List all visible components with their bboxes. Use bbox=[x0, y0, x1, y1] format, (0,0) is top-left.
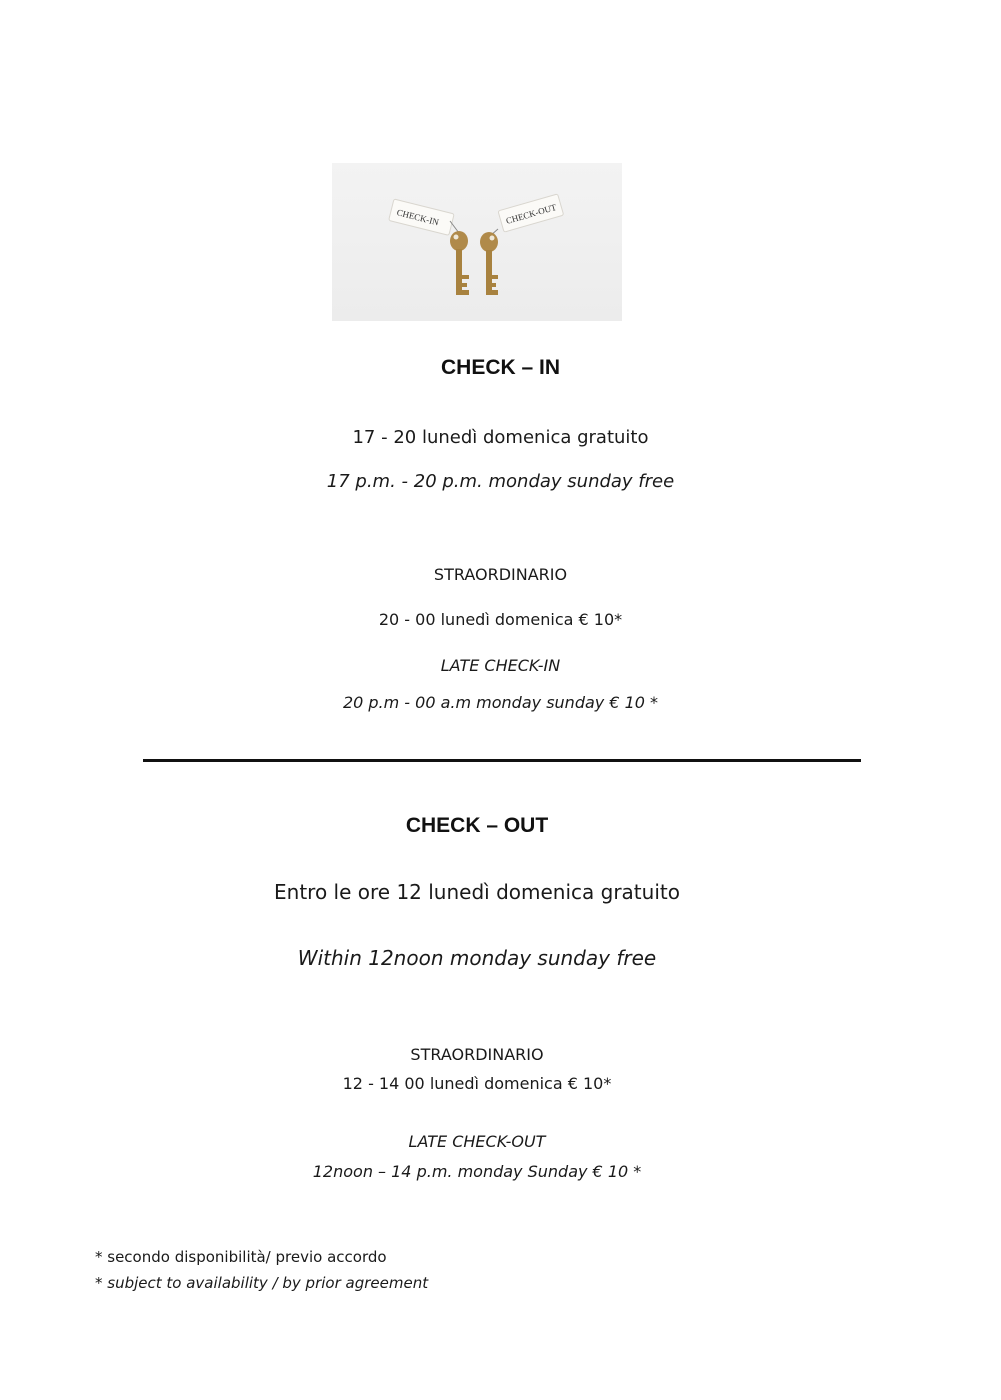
checkin-extra-it: 20 - 00 lunedì domenica € 10* bbox=[378, 610, 623, 629]
checkin-late-label: LATE CHECK-IN bbox=[440, 656, 561, 675]
checkin-extra-label: STRAORDINARIO bbox=[433, 565, 568, 584]
keys-photo bbox=[332, 163, 622, 321]
footnote-it: * secondo disponibilità/ previo accordo bbox=[95, 1248, 387, 1266]
footnote-en: * subject to availability / by prior agreement bbox=[95, 1274, 429, 1292]
right-key bbox=[480, 232, 498, 295]
checkout-extra-it: 12 - 14 00 lunedì domenica € 10* bbox=[342, 1074, 612, 1093]
left-key bbox=[450, 231, 469, 295]
tag-left-text: CHECK-IN bbox=[395, 207, 440, 228]
checkout-line-it: Entro le ore 12 lunedì domenica gratuito bbox=[274, 880, 680, 904]
keys-illustration bbox=[332, 163, 622, 321]
checkin-late-en: 20 p.m - 00 a.m monday sunday € 10 * bbox=[342, 693, 659, 712]
checkout-late-en: 12noon – 14 p.m. monday Sunday € 10 * bbox=[312, 1162, 642, 1181]
checkout-extra-label: STRAORDINARIO bbox=[410, 1045, 544, 1064]
tag-right-text: CHECK-OUT bbox=[504, 202, 558, 226]
section-divider bbox=[143, 759, 861, 762]
checkin-title: CHECK – IN bbox=[440, 356, 561, 379]
checkout-title: CHECK – OUT bbox=[405, 814, 549, 837]
checkin-line-en: 17 p.m. - 20 p.m. monday sunday free bbox=[326, 471, 675, 492]
checkin-line-it: 17 - 20 lunedì domenica gratuito bbox=[352, 427, 649, 448]
checkout-late-label: LATE CHECK-OUT bbox=[408, 1132, 546, 1151]
checkout-line-en: Within 12noon monday sunday free bbox=[297, 946, 657, 970]
